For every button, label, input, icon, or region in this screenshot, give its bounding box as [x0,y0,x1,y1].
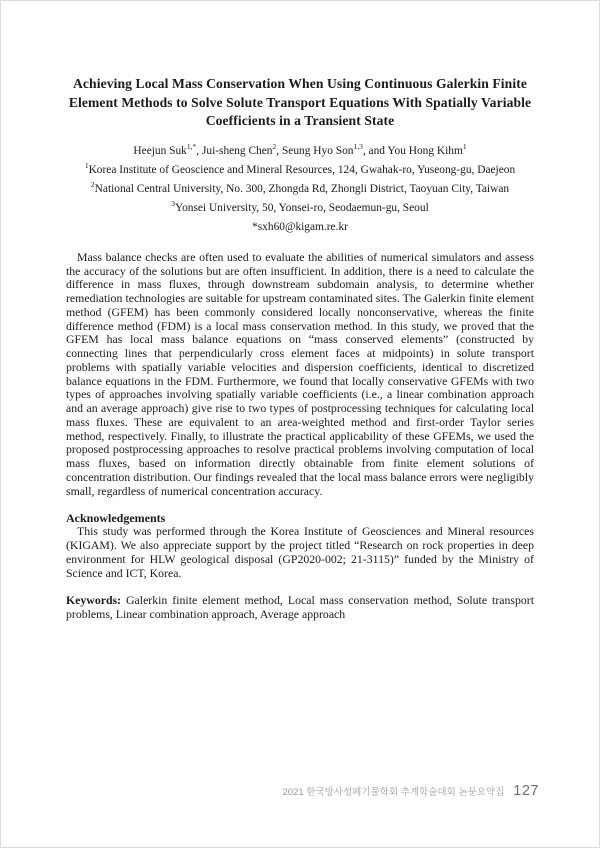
affiliation-superscript: 3 [171,198,175,208]
affiliation-text: National Central University, No. 300, Zhongda Rd, Zhongli District, Taoyuan City, Taiwan [94,182,510,195]
author-superscript: 1 [462,141,467,151]
author-superscript: 2 [272,141,277,151]
paper-title: Achieving Local Mass Conservation When Using Continuous Galerkin Finite Element Methods to Solve Solute Transport Equations With Spatially Variable Coefficients in a Transient State [68,76,532,129]
author-name: , and You Hong Kihm [362,144,463,157]
author-superscript: 1,* [186,141,197,151]
author-affiliation-block [66,142,534,237]
affiliation-superscript: 1 [84,160,89,170]
acknowledgements-paragraph: This study was performed through the Korea Institute of Geosciences and Mineral resources (KIGAM). We also appreciate support by the project titled “Research on rock properties in deep environment for HLW geological disposal (GP2020-002; 21-3115)” funded by the Ministry of Science and ICT, Korea. [66,524,534,580]
page-footer [283,783,539,799]
affiliation-3 [66,199,534,218]
keywords-paragraph [66,594,534,622]
author-name: , Jui-sheng Chen [196,144,273,157]
affiliation-superscript: 2 [90,179,95,189]
page-number: 127 [513,783,539,799]
author-superscript: 1,3 [353,141,363,151]
affiliation-1 [66,161,534,180]
affiliation-text: Korea Institute of Geoscience and Mineral Resources, 124, Gwahak-ro, Yuseong-gu, Daejeon [88,163,516,176]
keywords-label: Keywords: [66,593,122,608]
acknowledgements-heading: Acknowledgements [66,511,166,526]
proceedings-title: 2021 한국방사성폐기물학회 추계학술대회 논문요약집 [282,787,505,798]
author-name: , Seung Hyo Son [276,144,354,157]
abstract-paragraph: Mass balance checks are often used to evaluate the abilities of numerical simulators and assess the accuracy of the solutions but are often insufficient. In addition, there is a need to calculate the difference in mass fluxes, through downstream subdomain analysis, to determine whether remediation technologies are suitable for upstream contaminated sites. The Galerkin finite element method (GFEM) has been commonly considered locally nonconservative, whereas the finite difference method (FDM) is a local mass conservation method. In this study, we proved that the GFEM has local mass balance equations on “mass conserved elements” (constructed by connecting lines that perpendicularly cross element faces at midpoints) in solute transport problems with spatially variable velocities and dispersion coefficients, identical to discretized balance equations in the FDM. Furthermore, we found that locally conservative GFEMs with two types of approaches involving spatially variable coefficients (i.e., a linear combination approach and an average approach) give rise to two types of postprocessing techniques for calculating local mass fluxes. These are equivalent to an area-weighted method and first-order Taylor series method, respectively. Finally, to illustrate the practical applicability of these GFEMs, we used the proposed postprocessing approaches to resolve practical problems involving computation of local mass fluxes, based on information directly obtainable from finite element solutions of concentration distribution. Our findings revealed that the local mass balance errors were negligibly small, regardless of numerical concentration accuracy. [66,249,534,498]
page-content [1,75,599,622]
corresponding-email: *sxh60@kigam.re.kr [252,220,348,233]
affiliation-text: Yonsei University, 50, Yonsei-ro, Seodaemun-gu, Seoul [174,201,429,214]
author-name: Heejun Suk [133,144,187,157]
authors-line [66,142,534,161]
affiliation-2 [66,180,534,199]
keywords-text: Galerkin finite element method, Local mass conservation method, Solute transport problems, Linear combination approach, Average approach [66,593,534,622]
